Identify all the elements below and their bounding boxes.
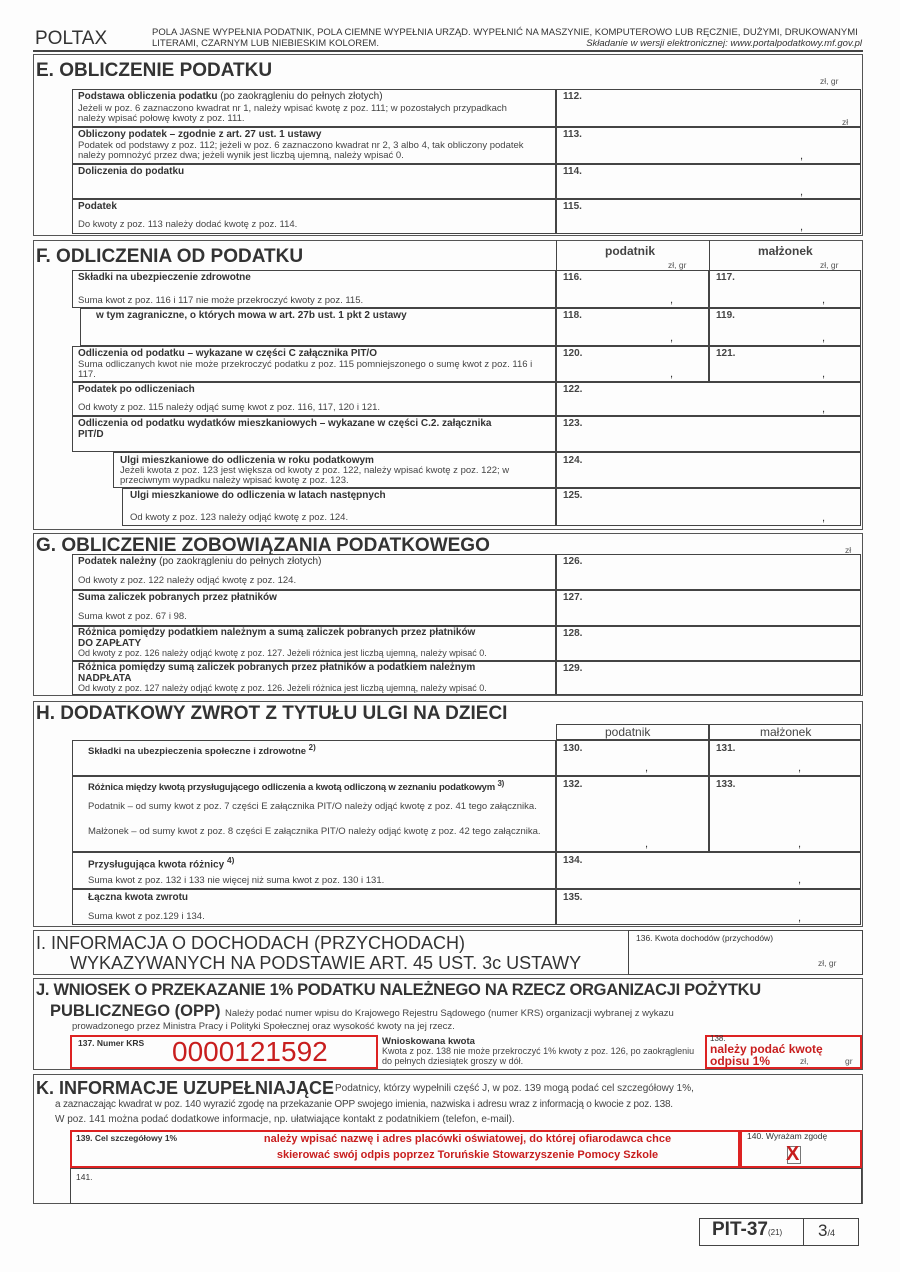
row-135-sub: Suma kwot z poz.129 i 134.: [88, 911, 205, 922]
field-118-comma: ,: [670, 332, 674, 344]
row-132-sub: Podatnik – od sumy kwot z poz. 7 części E załącznika PIT/O należy odjąć kwotę z poz. 41 tego załącznika.: [88, 801, 537, 812]
field-134-comma: ,: [798, 874, 802, 886]
row-113-sub: Podatek od podstawy z poz. 112; jeżeli w poz. 6 zaznaczono kwadrat nr 2, 3 albo 4, tak obliczony podatek należy pomnożyć przez dwa; jeżeli wynik jest liczbą ujemną, należy wpisać 0.: [78, 140, 524, 162]
field-126[interactable]: [556, 554, 861, 590]
unit-podatnik: zł, gr: [668, 260, 687, 270]
field-127[interactable]: [556, 590, 861, 626]
field-131-num: 131.: [716, 743, 736, 754]
field-123-num: 123.: [563, 418, 583, 429]
row-122-sub: Od kwoty z poz. 115 należy odjąć sumę kwot z poz. 116, 117, 120 i 121.: [78, 402, 381, 413]
field-135-comma: ,: [798, 912, 802, 924]
row-116-label: Składki na ubezpieczenie zdrowotne: [78, 272, 251, 283]
field-141-num: 141.: [76, 1172, 93, 1182]
row-112-label-rest: (po zaokrągleniu do pełnych złotych): [217, 91, 383, 102]
field-115-comma: ,: [800, 221, 804, 233]
field-139-label: 139. Cel szczegółowy 1%: [76, 1133, 178, 1143]
row-112-sub: Jeżeli w poz. 6 zaznaczono kwadrat nr 1, należy wpisać kwotę z poz. 111; w pozostałych przypadkach należy wpisać połowę kwoty z poz. 111.: [78, 103, 507, 125]
row-127-sub: Suma kwot z poz. 67 i 98.: [78, 611, 187, 622]
col-malzonek: małżonek: [760, 725, 812, 739]
field-122[interactable]: [556, 382, 861, 416]
field-120-comma: ,: [670, 368, 674, 380]
header-instructions-2: LITERAMI, CZARNYM LUB NIEBIESKIM KOLOREM.: [152, 38, 379, 49]
field-117-num: 117.: [716, 272, 735, 283]
row-123-label: Odliczenia od podatku wydatków mieszkaniowych – wykazane w części C.2. załącznika PIT/D: [78, 418, 492, 440]
field-125-comma: ,: [822, 512, 826, 524]
field-139-hint: należy wpisać nazwę i adres placówki oświatowej, do której ofiarodawca chce: [263, 1133, 672, 1145]
field-128-num: 128.: [563, 628, 583, 639]
field-123[interactable]: [556, 416, 861, 452]
row-126-label-rest: (po zaokrągleniu do pełnych złotych): [156, 556, 322, 567]
row-125-label: Ulgi mieszkaniowe do odliczenia w latach następnych: [130, 490, 386, 501]
field-133-comma: ,: [798, 838, 802, 850]
row-113-label: Obliczony podatek – zgodnie z art. 27 ust. 1 ustawy: [78, 129, 322, 140]
field-114-num: 114.: [563, 166, 582, 177]
unit-label: zł: [845, 545, 852, 555]
field-137-label: 137. Numer KRS: [78, 1038, 145, 1048]
page-number: 3: [818, 1221, 828, 1240]
field-124-num: 124.: [563, 455, 583, 466]
unit-label: zł, gr: [820, 76, 839, 86]
section-e-title: E. OBLICZENIE PODATKU: [36, 60, 273, 81]
field-138-hint-2: odpisu 1%: [710, 1054, 771, 1068]
divider: [556, 240, 557, 270]
section-j-desc: Należy podać numer wpisu do Krajowego Rejestru Sądowego (numer KRS) organizacji wybranej z wykazu: [224, 1008, 674, 1019]
field-130-comma: ,: [645, 762, 649, 774]
unit-malzonek: zł, gr: [820, 260, 839, 270]
row-126-label-bold: Podatek należny: [78, 556, 157, 567]
section-j-title: J. WNIOSEK O PRZEKAZANIE 1% PODATKU NALEŻNEGO NA RZECZ ORGANIZACJI POŻYTKU: [36, 981, 761, 999]
row-128-label: Różnica pomiędzy podatkiem należnym a sumą zaliczek pobranych przez płatników: [78, 627, 476, 638]
field-141[interactable]: [70, 1168, 862, 1204]
col-podatnik: podatnik: [605, 725, 651, 739]
section-i-title: I. INFORMACJA O DOCHODACH (PRZYCHODACH): [36, 933, 466, 953]
field-140-label: 140. Wyrażam zgodę: [747, 1131, 828, 1141]
field-138-unit-gr: gr: [845, 1056, 853, 1066]
field-134[interactable]: [556, 852, 861, 889]
field-112-num: 112.: [563, 91, 582, 102]
page-indicator: [818, 1221, 835, 1241]
row-126-sub: Od kwoty z poz. 122 należy odjąć kwotę z poz. 124.: [78, 575, 297, 586]
footnote-ref: 4): [226, 855, 235, 865]
row-112-label-bold: Podstawa obliczenia podatku: [78, 91, 218, 102]
section-j-desc-2: prowadzonego przez Ministra Pracy i Polityki Społecznej oraz wysokość kwoty na jej rzecz.: [72, 1021, 455, 1032]
row-130-label: [88, 743, 316, 757]
section-j-title-2: PUBLICZNEGO (OPP): [50, 1002, 221, 1020]
field-133-num: 133.: [716, 779, 736, 790]
requested-amount-sub: Kwota z poz. 138 nie może przekroczyć 1% kwoty z poz. 126, po zaokrągleniu do pełnych dziesiątek groszy w dół.: [382, 1046, 695, 1066]
section-k-desc-2: a zaznaczając kwadrat w poz. 140 wyrazić zgodę na przekazanie OPP swojego imienia, nazwiska i adresu wraz z informacją o kwocie z poz. 138.: [55, 1099, 673, 1110]
row-114-label: Doliczenia do podatku: [78, 166, 185, 177]
col-malzonek: małżonek: [758, 244, 813, 258]
row-130-label-text: Składki na ubezpieczenia społeczne i zdrowotne: [88, 746, 307, 758]
header-instructions: POLA JASNE WYPEŁNIA PODATNIK, POLA CIEMNE WYPEŁNIA URZĄD. WYPEŁNIĆ NA MASZYNIE, KOMPUTEROWO LUB RĘCZNIE, DUŻYMI, DRUKOWANYMI: [152, 27, 858, 38]
field-115-num: 115.: [563, 201, 582, 212]
row-128-sub: Od kwoty z poz. 126 należy odjąć kwotę z poz. 127. Jeżeli różnica jest liczbą ujemną, należy wpisać 0.: [78, 648, 487, 658]
field-129[interactable]: [556, 661, 861, 695]
row-126-label: [78, 556, 321, 567]
row-120-sub: Suma odliczanych kwot nie może przekroczyć podatku z poz. 115 pomniejszonego o sumę kwot z poz. 116 i 117.: [78, 359, 533, 381]
krs-number-value: 0000121592: [172, 1036, 328, 1067]
row-132-label-text: Różnica między kwotą przysługującego odliczenia a kwotą odliczoną w zeznaniu podatkowym: [88, 782, 496, 794]
row-112-label: [78, 91, 383, 102]
field-127-num: 127.: [563, 592, 583, 603]
section-j-title-line2: [50, 1002, 674, 1021]
section-i-title-2: WYKAZYWANYCH NA PODSTAWIE ART. 45 UST. 3c USTAWY: [70, 953, 582, 973]
field-119-num: 119.: [716, 310, 735, 321]
field-114[interactable]: [556, 164, 861, 199]
row-115-label: Podatek: [78, 201, 117, 212]
section-k-desc: Podatnicy, którzy wypełnili część J, w poz. 139 mogą podać cel szczegółowy 1%,: [335, 1083, 694, 1094]
field-138-num: 138.: [710, 1034, 726, 1043]
row-122-label: Podatek po odliczeniach: [78, 384, 195, 395]
field-135[interactable]: [556, 889, 861, 925]
field-138-unit-zl: zł,: [800, 1056, 809, 1066]
field-112[interactable]: [556, 89, 861, 127]
footnote-ref: 2): [308, 743, 316, 752]
row-125-sub: Od kwoty z poz. 123 należy odjąć kwotę z poz. 124.: [130, 512, 349, 523]
field-113-num: 113.: [563, 129, 582, 140]
form-name: PIT-37: [712, 1219, 768, 1240]
field-117-comma: ,: [822, 294, 826, 306]
row-134-label: [88, 855, 234, 870]
field-122-num: 122.: [563, 384, 583, 395]
field-122-comma: ,: [822, 403, 826, 415]
row-129-label2: NADPŁATA: [78, 673, 132, 684]
field-121-num: 121.: [716, 348, 736, 359]
field-124[interactable]: [556, 452, 861, 488]
form-id: [712, 1219, 782, 1241]
row-132-label: [88, 779, 550, 793]
row-124-label: Ulgi mieszkaniowe do odliczenia w roku podatkowym: [120, 455, 374, 466]
field-132-num: 132.: [563, 779, 583, 790]
field-128[interactable]: [556, 626, 861, 661]
field-129-num: 129.: [563, 663, 583, 674]
row-127-label: Suma zaliczek pobranych przez płatników: [78, 592, 277, 603]
row-128-label2: DO ZAPŁATY: [78, 638, 142, 649]
row-115-sub: Do kwoty z poz. 113 należy dodać kwotę z poz. 114.: [78, 219, 298, 230]
row-116-sub: Suma kwot z poz. 116 i 117 nie może przekroczyć kwoty z poz. 115.: [78, 295, 364, 306]
row-124-sub: Jeżeli kwota z poz. 123 jest większa od kwoty z poz. 122, należy wpisać kwotę z poz. 122; w przeciwnym wypadku należy wpisać kwotę z poz. 123.: [120, 465, 510, 487]
col-podatnik: podatnik: [605, 244, 655, 258]
field-112-unit: zł: [842, 117, 849, 127]
field-125[interactable]: [556, 488, 861, 526]
field-126-num: 126.: [563, 556, 583, 567]
page-total: /4: [827, 1228, 835, 1238]
divider: [709, 240, 710, 270]
field-116-comma: ,: [670, 294, 674, 306]
consent-check-mark: X: [786, 1143, 800, 1165]
requested-amount-label: Wnioskowana kwota: [382, 1036, 475, 1047]
poltax-logo: POLTAX: [35, 28, 108, 49]
field-134-num: 134.: [563, 855, 583, 866]
field-135-num: 135.: [563, 892, 583, 903]
row-129-sub: Od kwoty z poz. 127 należy odjąć kwotę z poz. 126. Jeżeli różnica jest liczbą ujemną, należy wpisać 0.: [78, 683, 487, 693]
field-139-hint-2: skierować swój odpis poprzez Toruńskie Stowarzyszenie Pomocy Szkole: [276, 1149, 659, 1161]
section-h-title: H. DODATKOWY ZWROT Z TYTUŁU ULGI NA DZIECI: [36, 703, 508, 724]
field-125-num: 125.: [563, 490, 583, 501]
section-g-title: G. OBLICZENIE ZOBOWIĄZANIA PODATKOWEGO: [36, 535, 490, 556]
row-118-label: w tym zagraniczne, o których mowa w art. 27b ust. 1 pkt 2 ustawy: [96, 310, 407, 321]
row-134-sub: Suma kwot z poz. 132 i 133 nie więcej niż suma kwot z poz. 130 i 131.: [88, 875, 385, 886]
field-119-comma: ,: [822, 332, 826, 344]
field-131-comma: ,: [798, 762, 802, 774]
field-118-num: 118.: [563, 310, 582, 321]
field-130-num: 130.: [563, 743, 583, 754]
section-k-desc-3: W poz. 141 można podać dodatkowe informacje, np. ułatwiające kontakt z podatnikiem (telefon, e-mail).: [55, 1114, 515, 1125]
divider: [803, 1218, 804, 1246]
row-135-label: Łączna kwota zwrotu: [88, 892, 189, 903]
section-k-title: K. INFORMACJE UZUPEŁNIAJĄCE: [36, 1078, 335, 1098]
field-114-comma: ,: [800, 186, 804, 198]
field-115[interactable]: [556, 199, 861, 234]
electronic-filing-note: Składanie w wersji elektronicznej: www.portalpodatkowy.mf.gov.pl: [586, 38, 862, 49]
row-129-label: Różnica pomiędzy sumą zaliczek pobranych przez płatników a podatkiem należnym: [78, 662, 476, 673]
field-121-comma: ,: [822, 368, 826, 380]
field-120-num: 120.: [563, 348, 583, 359]
form-version: (21): [767, 1228, 783, 1237]
field-132-comma: ,: [645, 838, 649, 850]
field-138-hint: należy podać kwotę: [710, 1042, 823, 1056]
section-f-title: F. ODLICZENIA OD PODATKU: [36, 246, 304, 267]
row-120-label: Odliczenia od podatku – wykazane w części C załącznika PIT/O: [78, 348, 377, 359]
field-136-label: 136. Kwota dochodów (przychodów): [636, 933, 774, 943]
field-113-comma: ,: [800, 150, 804, 162]
field-116-num: 116.: [563, 272, 582, 283]
field-113[interactable]: [556, 127, 861, 164]
row-134-label-text: Przysługująca kwota różnicy: [88, 859, 225, 871]
header-rule: [33, 50, 863, 52]
field-136-unit: zł, gr: [818, 958, 837, 968]
row-132-sub2: Małżonek – od sumy kwot z poz. 8 części E załącznika PIT/O należy odjąć kwotę z poz. 42 tego załącznika.: [88, 826, 541, 837]
footnote-ref: 3): [497, 779, 505, 788]
